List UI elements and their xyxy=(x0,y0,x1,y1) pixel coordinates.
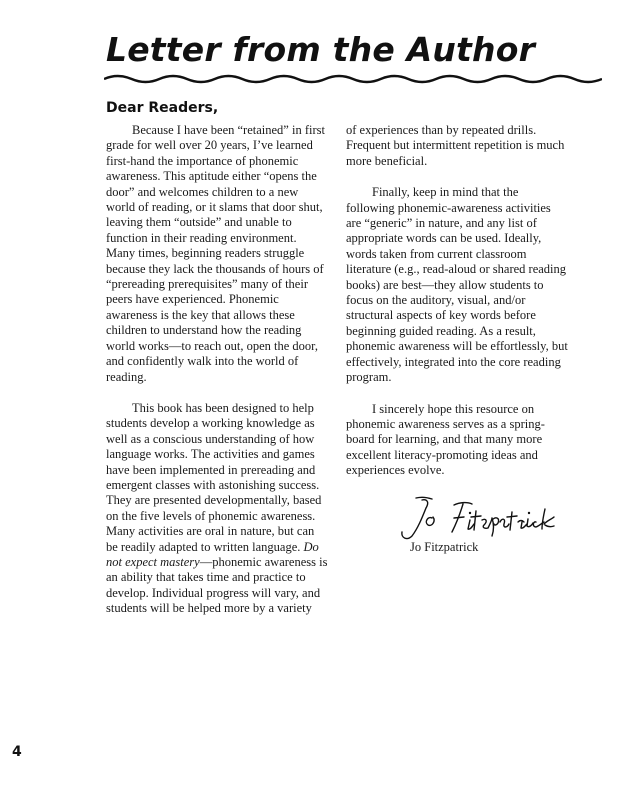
paragraph-1: Because I have been “retained” in first grade for well over 20 years, I’ve learned first-hand the importance of phonemic awareness. This aptitude either “opens the door” and welcomes children to a new world of reading, or it slams that door shut, leaving them “outside” and unable to function in their reading environment. Many times, beginning readers struggle because they lack the thousands of hours of “prereading prerequisites” many of their peers have experienced. Phonemic awareness is the key that allows these children to understand how the reading world works—to reach out, open the door, and confidently walk into the world of reading. xyxy=(106,123,325,384)
handwritten-signature xyxy=(396,496,556,540)
paragraph-2-text-end: —phonemic awareness is an ability that takes time and practice to develop. Individual progress will vary, and students will be helped more by a variety xyxy=(106,554,328,616)
paragraph-4: I sincerely hope this resource on phonemic awareness serves as a spring-board for learning, and that many more excellent literacy-promoting ideas and experiences evolve. xyxy=(346,401,545,478)
wavy-divider xyxy=(104,72,602,86)
left-column xyxy=(106,123,328,617)
paragraph-3: Finally, keep in mind that the following phonemic-awareness activities are “generic” in nature, and any list of appropriate words can be used. Ideally, words taken from current classroom literature (e.g., read-aloud or shared reading books) are best—they allow students to focus on the auditory, visual, and/or structural aspects of key words before beginning guided reading. As a result, phonemic awareness will be effortlessly, but effectively, integrated into the core reading program. xyxy=(346,185,568,385)
signer-name: Jo Fitzpatrick xyxy=(410,540,479,554)
right-column xyxy=(346,123,568,479)
paragraph-2 xyxy=(106,401,328,617)
paragraph-2-continued: of experiences than by repeated drills. Frequent but intermittent repetition is much more beneficial. xyxy=(346,123,565,168)
greeting: Dear Readers, xyxy=(106,100,219,116)
paragraph-2-text: This book has been designed to help students develop a working knowledge as well as a conscious understanding of how language works. The activities and games have been implemented in prereading and emergent classes with astonishing success. They are presented developmentally, based on the five levels of phonemic awareness. Many activities are oral in nature, but can be readily adapted to written language. xyxy=(106,400,322,554)
page-number: 4 xyxy=(12,744,22,760)
page-title: Letter from the Author xyxy=(106,30,536,69)
paragraph-2-emphasis: Do not expect mastery xyxy=(106,539,319,569)
